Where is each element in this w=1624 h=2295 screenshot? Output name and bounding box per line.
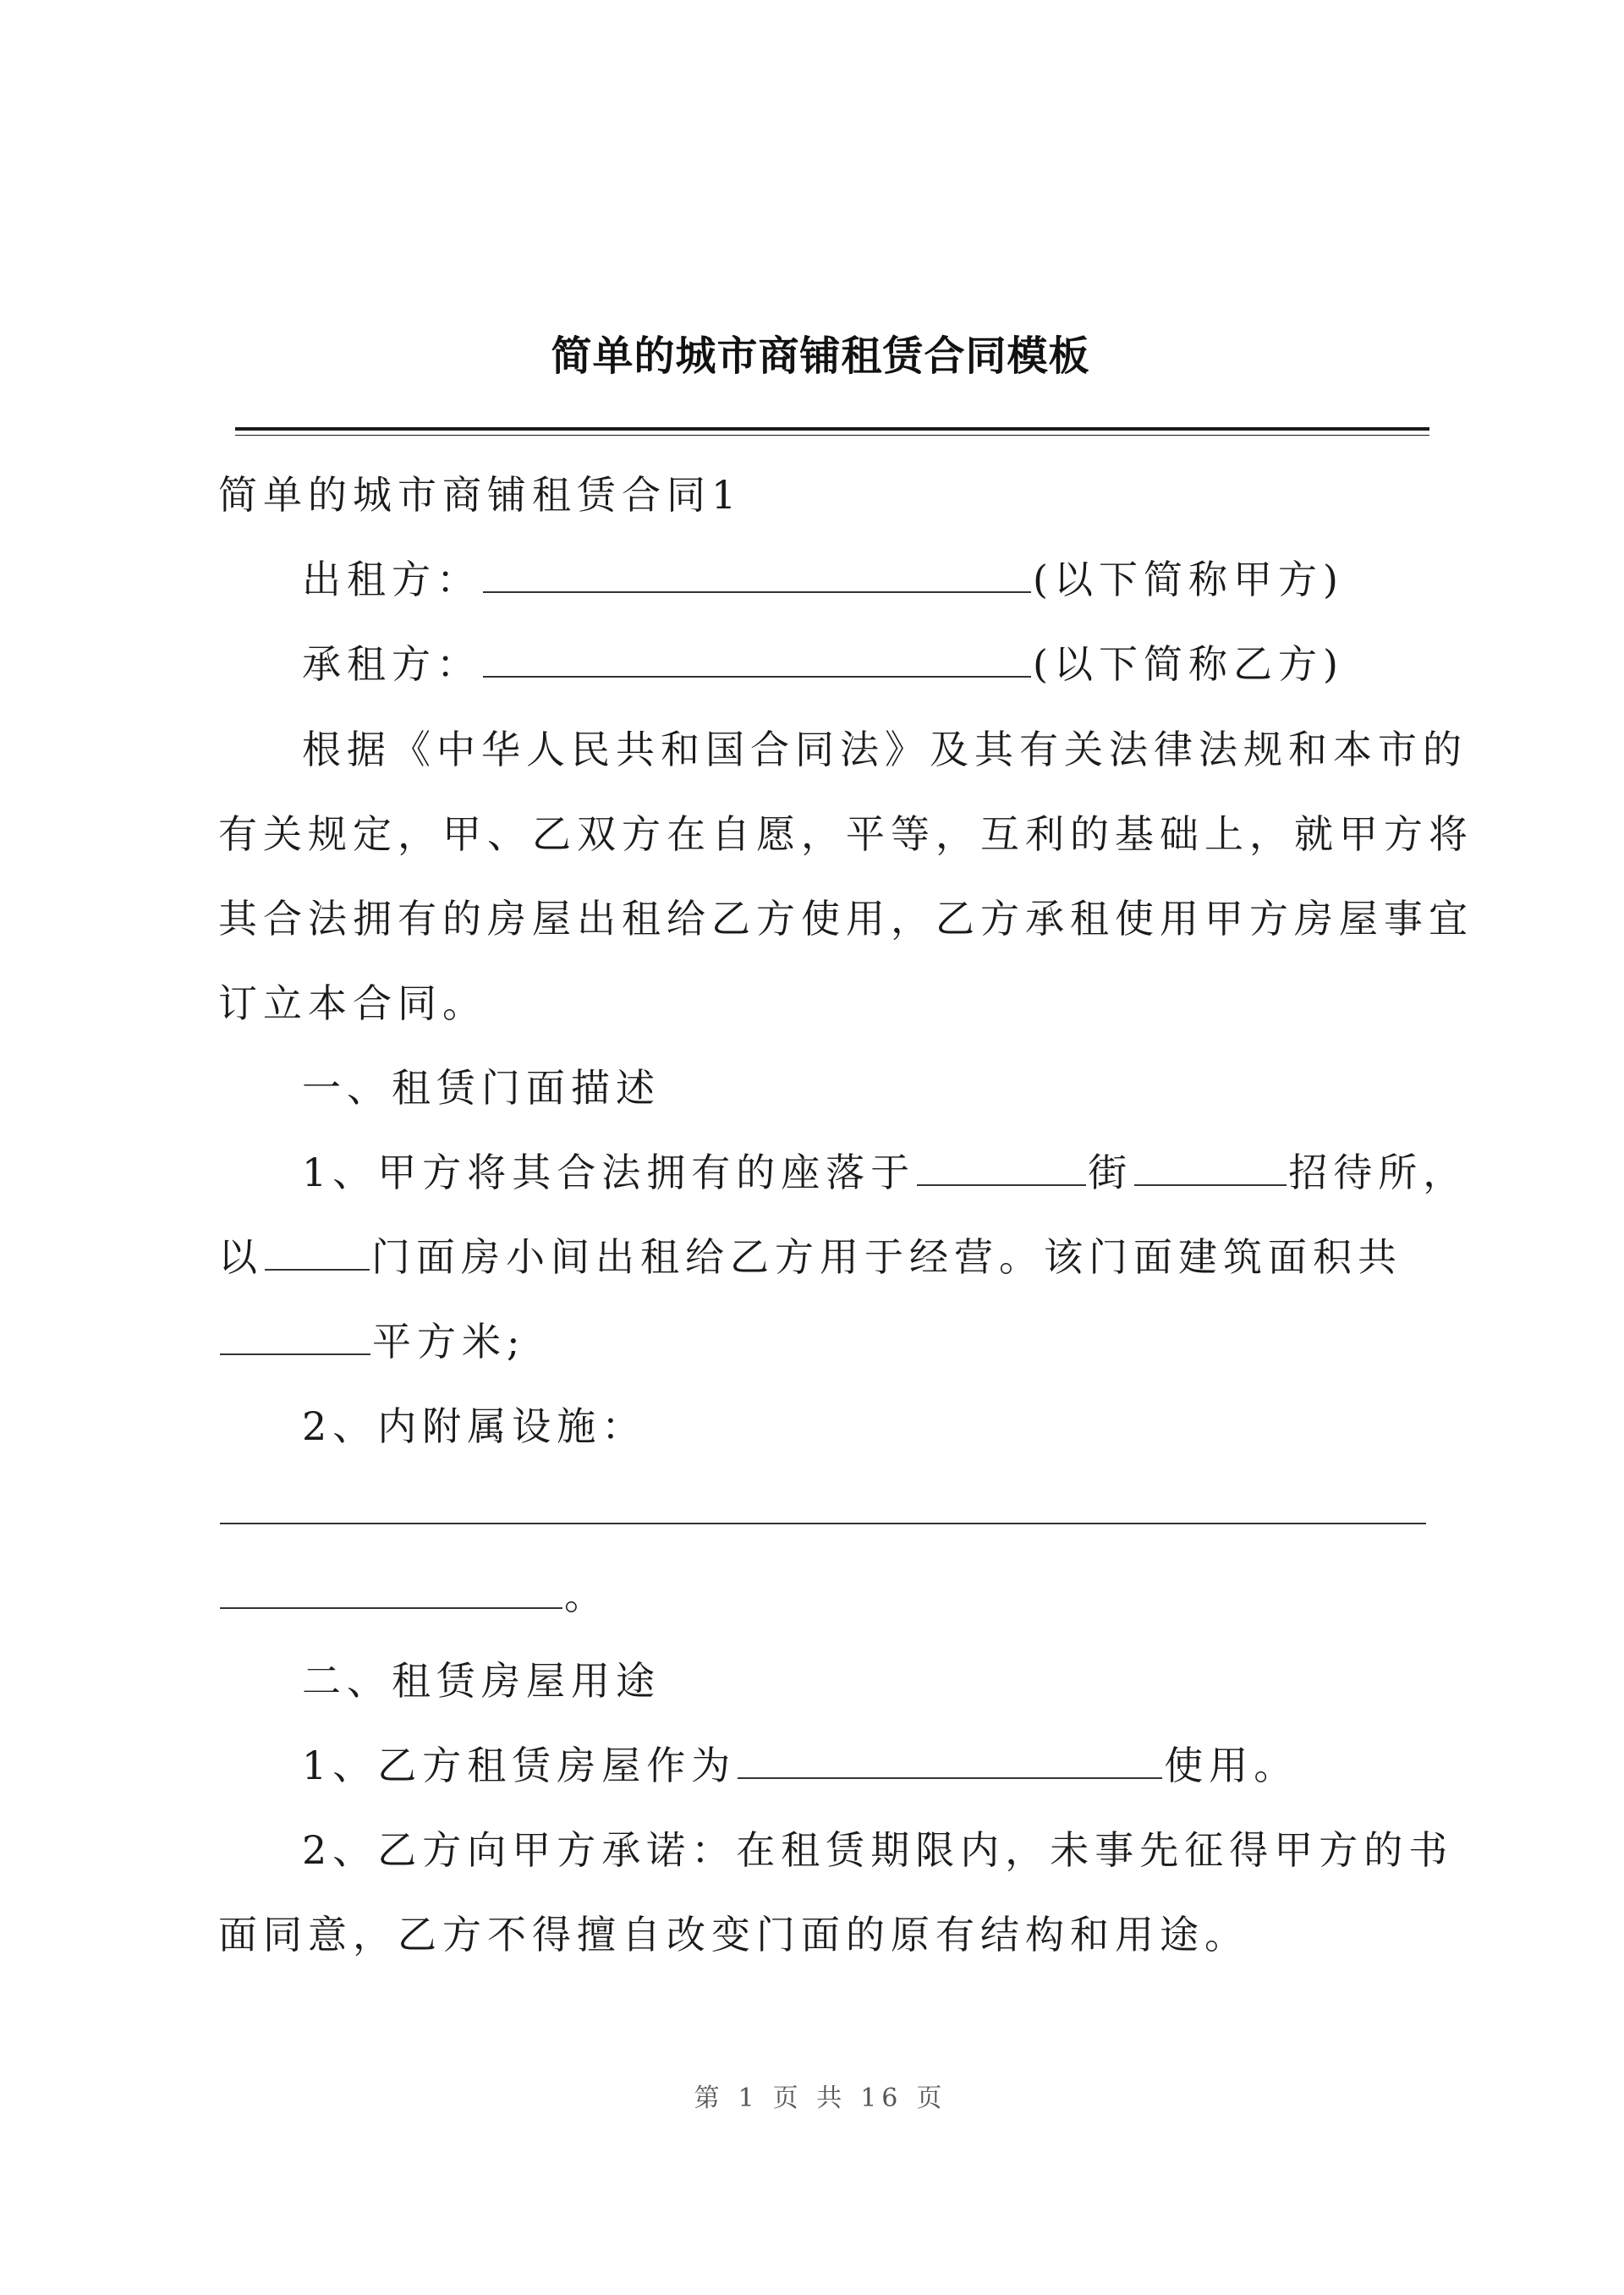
lessor-blank (483, 554, 1031, 593)
lessee-blank (483, 639, 1031, 678)
usage-blank (738, 1740, 1162, 1779)
s1-item1-text-e: 门面房小间出租给乙方用于经营。该门面建筑面积共 (371, 1234, 1402, 1280)
document-title: 简单的城市商铺租赁合同模板 (551, 332, 1090, 380)
lessor-suffix: (以下简称甲方) (1033, 557, 1344, 602)
facilities-blank-line-1 (218, 1485, 1428, 1536)
s2-item1-text-b: 使用。 (1164, 1743, 1299, 1788)
s1-item1-line3 (218, 1316, 526, 1367)
lessee-suffix: (以下简称乙方) (1033, 641, 1344, 687)
footer-label-3: 页 (916, 2084, 947, 2113)
s2-item1-line (302, 1740, 1298, 1791)
hotel-blank (1134, 1147, 1287, 1186)
s1-item2-line: 2、内附属设施： (302, 1403, 647, 1449)
lessor-line (302, 554, 1344, 605)
facilities-end-mark: 。 (564, 1573, 609, 1618)
lessor-label: 出租方： (302, 557, 481, 602)
footer-label-1: 第 (694, 2084, 725, 2113)
preamble-line-4: 订立本合同。 (218, 980, 487, 1026)
preamble-line-3: 其合法拥有的房屋出租给乙方使用，乙方承租使用甲方房屋事宜 (218, 896, 1473, 942)
footer-page-total: 16 (860, 2084, 903, 2113)
s2-item2-line-1: 2、乙方向甲方承诺：在租赁期限内，未事先征得甲方的书 (302, 1827, 1454, 1873)
s2-item1-text-a: 1、乙方租赁房屋作为 (302, 1743, 737, 1788)
facilities-blank-2 (220, 1570, 562, 1609)
facilities-blank-1 (220, 1485, 1426, 1524)
footer-page-current: 1 (738, 2084, 760, 2113)
lessee-line (302, 639, 1344, 689)
s1-item1-text-b: 街 (1088, 1150, 1133, 1195)
section-1-heading: 一、租赁门面描述 (302, 1065, 661, 1111)
s1-item1-line2 (218, 1232, 1402, 1282)
preamble-line-2: 有关规定，甲、乙双方在自愿，平等，互利的基础上，就甲方将 (218, 811, 1473, 857)
area-blank (220, 1316, 370, 1355)
facilities-blank-line-2 (218, 1570, 609, 1621)
title-rule-thin (235, 435, 1429, 436)
s2-item2-line-2: 面同意，乙方不得擅自改变门面的原有结构和用途。 (218, 1912, 1249, 1957)
room-count-blank (265, 1232, 370, 1271)
lessee-label: 承租方： (302, 641, 481, 687)
page-footer (0, 2077, 1624, 2114)
preamble-line-1: 根据《中华人民共和国合同法》及其有关法律法规和本市的 (302, 727, 1468, 772)
s1-item1-text-c: 招待所， (1288, 1150, 1468, 1195)
section-2-heading: 二、租赁房屋用途 (302, 1658, 661, 1704)
s1-item1-text-f: 平方米; (372, 1319, 526, 1364)
contract-subtitle: 简单的城市商铺租赁合同1 (218, 472, 743, 518)
street-blank (917, 1147, 1086, 1186)
s1-item1-text-d: 以 (218, 1234, 263, 1280)
s1-item1-text-a: 1、甲方将其合法拥有的座落于 (302, 1150, 916, 1195)
s1-item1-line1 (302, 1147, 1468, 1198)
footer-label-2: 页 共 (772, 2084, 848, 2113)
title-rule-thick (235, 427, 1429, 431)
